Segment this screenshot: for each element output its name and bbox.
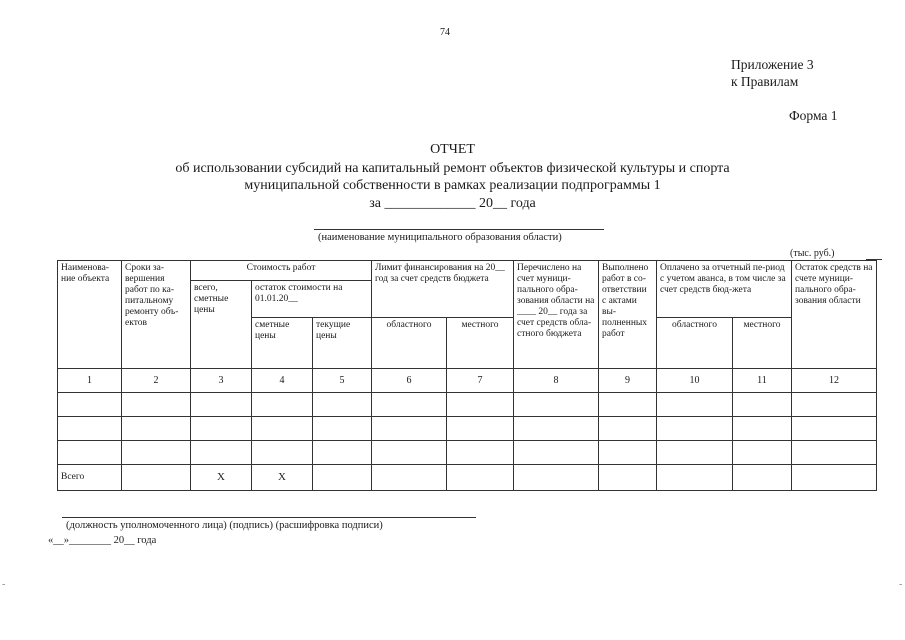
table-cell[interactable]	[657, 465, 733, 491]
table-cell[interactable]	[58, 393, 122, 417]
table-cell[interactable]	[447, 441, 514, 465]
table-cell[interactable]	[122, 465, 191, 491]
total-mark-col-3: Х	[191, 465, 252, 491]
table-row	[58, 393, 877, 417]
table-cell[interactable]	[191, 441, 252, 465]
appendix-line-2: к Правилам	[731, 74, 799, 89]
table-cell[interactable]	[252, 417, 313, 441]
table-cell[interactable]	[58, 441, 122, 465]
table-cell[interactable]	[792, 465, 877, 491]
signature-date-line: «__»________ 20__ года	[48, 535, 157, 546]
table-cell[interactable]	[447, 465, 514, 491]
edge-mark-right: -	[899, 579, 903, 590]
column-number: 1	[58, 369, 122, 393]
column-number: 6	[372, 369, 447, 393]
report-subtitle-line-1: об использовании субсидий на капитальный ремонт объектов физической культуры и спорта	[175, 161, 730, 176]
signature-blank-line	[62, 517, 476, 518]
table-cell[interactable]	[252, 393, 313, 417]
report-period-line: за _____________ 20__ года	[369, 196, 536, 211]
header-object-name: Наименова-ние объекта	[58, 261, 122, 369]
table-cell[interactable]	[657, 441, 733, 465]
edge-mark-left: -	[2, 579, 6, 590]
table-cell[interactable]	[599, 441, 657, 465]
table-cell[interactable]	[372, 393, 447, 417]
table-cell[interactable]	[657, 393, 733, 417]
header-current-prices: текущие цены	[313, 318, 372, 369]
table-cell[interactable]	[792, 393, 877, 417]
units-label: (тыс. руб.)	[790, 248, 835, 259]
appendix-line-1: Приложение 3	[731, 57, 814, 72]
table-cell[interactable]	[514, 417, 599, 441]
column-number: 7	[447, 369, 514, 393]
header-balance-cost: остаток стоимости на 01.01.20__	[252, 281, 372, 318]
header-total-estimated: всего, сметные цены	[191, 281, 252, 369]
table-cell[interactable]	[733, 465, 792, 491]
table-cell[interactable]	[191, 417, 252, 441]
table-cell[interactable]	[733, 393, 792, 417]
table-cell[interactable]	[122, 441, 191, 465]
header-remainder: Остаток средств на счете муници-пального обра-зования области	[792, 261, 877, 369]
table-cell[interactable]	[599, 393, 657, 417]
table-cell[interactable]	[313, 393, 372, 417]
header-limit-regional: областного	[372, 318, 447, 369]
table-cell[interactable]	[58, 417, 122, 441]
page-number: 74	[440, 27, 450, 38]
table-cell[interactable]	[514, 441, 599, 465]
report-subtitle-line-2: муниципальной собственности в рамках реализации подпрограммы 1	[244, 178, 661, 193]
header-completion-terms: Сроки за-вершения работ по ка-питальному ремонту объ-ектов	[122, 261, 191, 369]
column-number: 9	[599, 369, 657, 393]
report-table	[57, 260, 877, 491]
header-completed-works: Выполнено работ в со-ответствии с актами вы-полненных работ	[599, 261, 657, 369]
table-cell[interactable]	[252, 441, 313, 465]
table-cell[interactable]	[514, 393, 599, 417]
table-cell[interactable]	[191, 393, 252, 417]
header-paid-local: местного	[733, 318, 792, 369]
table-cell[interactable]	[733, 417, 792, 441]
total-row	[58, 465, 877, 491]
table-cell[interactable]	[122, 417, 191, 441]
table-cell[interactable]	[792, 417, 877, 441]
table-row	[58, 441, 877, 465]
column-number: 12	[792, 369, 877, 393]
table-cell[interactable]	[599, 417, 657, 441]
total-mark-col-4: Х	[252, 465, 313, 491]
table-header-row-1	[58, 261, 877, 281]
table-cell[interactable]	[313, 465, 372, 491]
table-cell[interactable]	[599, 465, 657, 491]
table-cell[interactable]	[657, 417, 733, 441]
table-cell[interactable]	[372, 417, 447, 441]
table-cell[interactable]	[372, 465, 447, 491]
table-cell[interactable]	[733, 441, 792, 465]
table-cell[interactable]	[447, 393, 514, 417]
municipality-caption: (наименование муниципального образования области)	[318, 232, 562, 243]
column-number: 10	[657, 369, 733, 393]
header-transferred: Перечислено на счет муници-пального обра-зования области на ____ 20__ года за счет средств обла-стного бюджета	[514, 261, 599, 369]
report-title: ОТЧЕТ	[430, 142, 475, 157]
table-cell[interactable]	[792, 441, 877, 465]
column-number: 11	[733, 369, 792, 393]
header-paid: Оплачено за отчетный пе-риод с учетом аванса, в том числе за счет средств бюд-жета	[657, 261, 792, 318]
header-funding-limit: Лимит финансирования на 20__ год за счет средств бюджета	[372, 261, 514, 318]
column-number: 8	[514, 369, 599, 393]
table-cell[interactable]	[313, 441, 372, 465]
column-number: 4	[252, 369, 313, 393]
table-row	[58, 417, 877, 441]
header-paid-regional: областного	[657, 318, 733, 369]
table-cell[interactable]	[514, 465, 599, 491]
column-number: 2	[122, 369, 191, 393]
column-number-row	[58, 369, 877, 393]
form-label: Форма 1	[789, 108, 838, 123]
table-cell[interactable]	[372, 441, 447, 465]
signature-caption: (должность уполномоченного лица) (подпись) (расшифровка подписи)	[66, 520, 383, 531]
header-estimated-prices: сметные цены	[252, 318, 313, 369]
header-limit-local: местного	[447, 318, 514, 369]
total-label: Всего	[58, 465, 122, 491]
column-number: 3	[191, 369, 252, 393]
appendix-header	[731, 56, 814, 90]
table-cell[interactable]	[122, 393, 191, 417]
column-number: 5	[313, 369, 372, 393]
table-cell[interactable]	[447, 417, 514, 441]
municipality-blank-line	[314, 229, 604, 230]
header-work-cost: Стоимость работ	[191, 261, 372, 281]
table-cell[interactable]	[313, 417, 372, 441]
